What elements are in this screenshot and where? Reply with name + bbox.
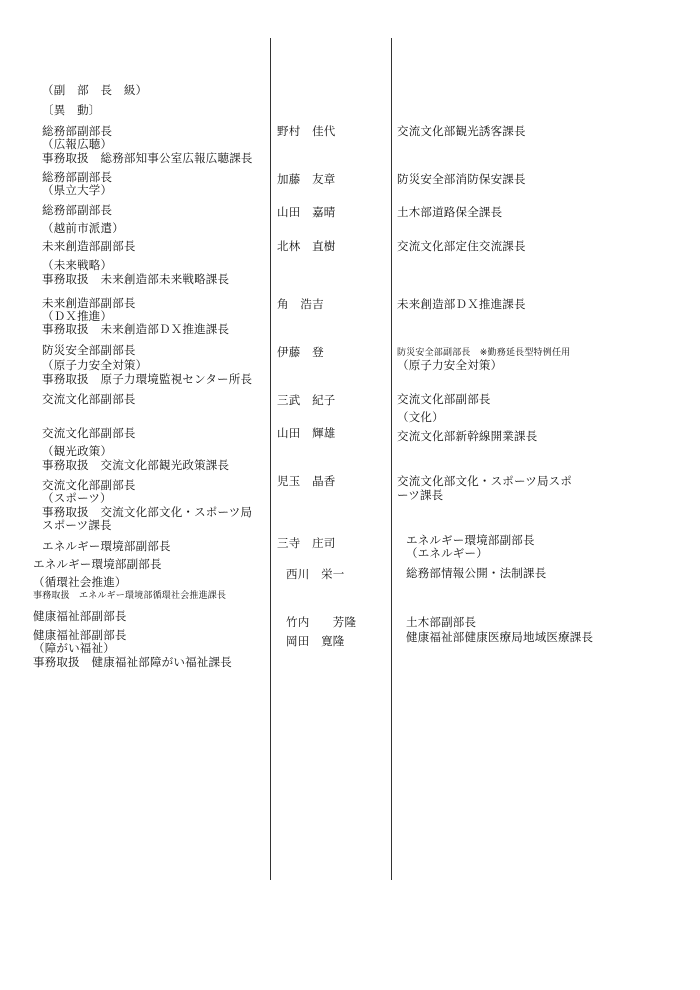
former-post-line: 交流文化部文化・スポーツ局スポ: [397, 474, 573, 488]
former-post-line: 土木部道路保全課長: [397, 205, 503, 219]
former-post-line: 交流文化部観光誘客課長: [397, 124, 526, 138]
column-divider-left: [270, 38, 271, 880]
person-name: 山田 輝雄: [277, 426, 336, 440]
new-post-line: （障がい福祉）: [33, 641, 115, 655]
new-post-line: （循環社会推進）: [33, 575, 127, 589]
former-post-line: 交流文化部副部長: [397, 392, 491, 406]
former-post-line: 交流文化部定住交流課長: [397, 239, 526, 253]
new-post-line: （観光政策）: [42, 444, 113, 458]
new-post-line: 交流文化部副部長: [42, 426, 136, 440]
new-post-line: 未来創造部副部長: [42, 296, 136, 310]
new-post-line: 健康福祉部副部長: [33, 628, 127, 642]
new-post-line: （原子力安全対策）: [42, 358, 148, 372]
former-post-line: ーツ課長: [397, 488, 444, 502]
new-post-line: 事務取扱 総務部知事公室広報広聴課長: [42, 151, 253, 165]
former-post-line: （エネルギー）: [406, 546, 488, 560]
person-name: 角 浩吉: [277, 297, 324, 311]
former-post-line: 土木部副部長: [406, 615, 477, 629]
new-post-line: （未来戦略）: [42, 258, 113, 272]
new-post-line: 事務取扱 未来創造部ＤＸ推進課長: [42, 322, 230, 336]
person-name: 加藤 友章: [277, 172, 336, 186]
new-post-line: エネルギー環境部副部長: [33, 557, 162, 571]
new-post-line: エネルギー環境部副部長: [42, 539, 171, 553]
person-name: 竹内 芳隆: [286, 615, 357, 629]
new-post-line: （広報広聴）: [42, 137, 113, 151]
new-post-line: 総務部副部長: [42, 203, 113, 217]
person-name: 伊藤 登: [277, 345, 324, 359]
person-name: 野村 佳代: [277, 124, 336, 138]
person-name: 児玉 晶香: [277, 474, 336, 488]
former-post-line: エネルギー環境部副部長: [406, 533, 535, 547]
new-post-line: 交流文化部副部長: [42, 478, 136, 492]
new-post-line: 総務部副部長: [42, 124, 113, 138]
new-post-line: （越前市派遣）: [42, 221, 124, 235]
new-post-line: 未来創造部副部長: [42, 239, 136, 253]
person-name: 山田 嘉晴: [277, 205, 336, 219]
new-post-line: 交流文化部副部長: [42, 392, 136, 406]
former-post-line: （原子力安全対策）: [397, 358, 503, 372]
former-post-line: 防災安全部副部長 ※勤務延長型特例任用: [397, 348, 571, 358]
former-post-line: 交流文化部新幹線開業課長: [397, 429, 538, 443]
former-post-line: 総務部情報公開・法制課長: [406, 566, 547, 580]
person-name: 北林 直樹: [277, 239, 336, 253]
new-post-line: 事務取扱 原子力環境監視センター所長: [42, 372, 253, 386]
new-post-line: 事務取扱 健康福祉部障がい福祉課長: [33, 655, 232, 669]
former-post-line: （文化）: [397, 410, 444, 424]
new-post-line: 事務取扱 未来創造部未来戦略課長: [42, 272, 230, 286]
person-name: 岡田 寛隆: [286, 634, 345, 648]
new-post-line: 健康福祉部副部長: [33, 609, 127, 623]
category-heading: 〔異 動〕: [42, 103, 101, 117]
former-post-line: 健康福祉部健康医療局地域医療課長: [406, 630, 594, 644]
new-post-line: （ＤＸ推進）: [42, 309, 113, 323]
new-post-line: （県立大学）: [42, 183, 113, 197]
person-name: 三寺 庄司: [277, 536, 336, 550]
new-post-line: 事務取扱 交流文化部文化・スポーツ局: [42, 505, 253, 519]
new-post-line: 防災安全部副部長: [42, 343, 136, 357]
new-post-line: 事務取扱 交流文化部観光政策課長: [42, 458, 230, 472]
column-divider-right: [391, 38, 392, 880]
new-post-line: スポーツ課長: [42, 518, 112, 532]
person-name: 西川 栄一: [286, 567, 345, 581]
new-post-line: （スポーツ）: [42, 491, 112, 505]
new-post-line: 総務部副部長: [42, 170, 113, 184]
new-post-line: 事務取扱 エネルギー環境部循環社会推進課長: [33, 591, 227, 601]
person-name: 三武 紀子: [277, 393, 336, 407]
former-post-line: 防災安全部消防保安課長: [397, 172, 526, 186]
former-post-line: 未来創造部ＤＸ推進課長: [397, 297, 526, 311]
rank-heading: （副 部 長 級）: [42, 83, 148, 97]
